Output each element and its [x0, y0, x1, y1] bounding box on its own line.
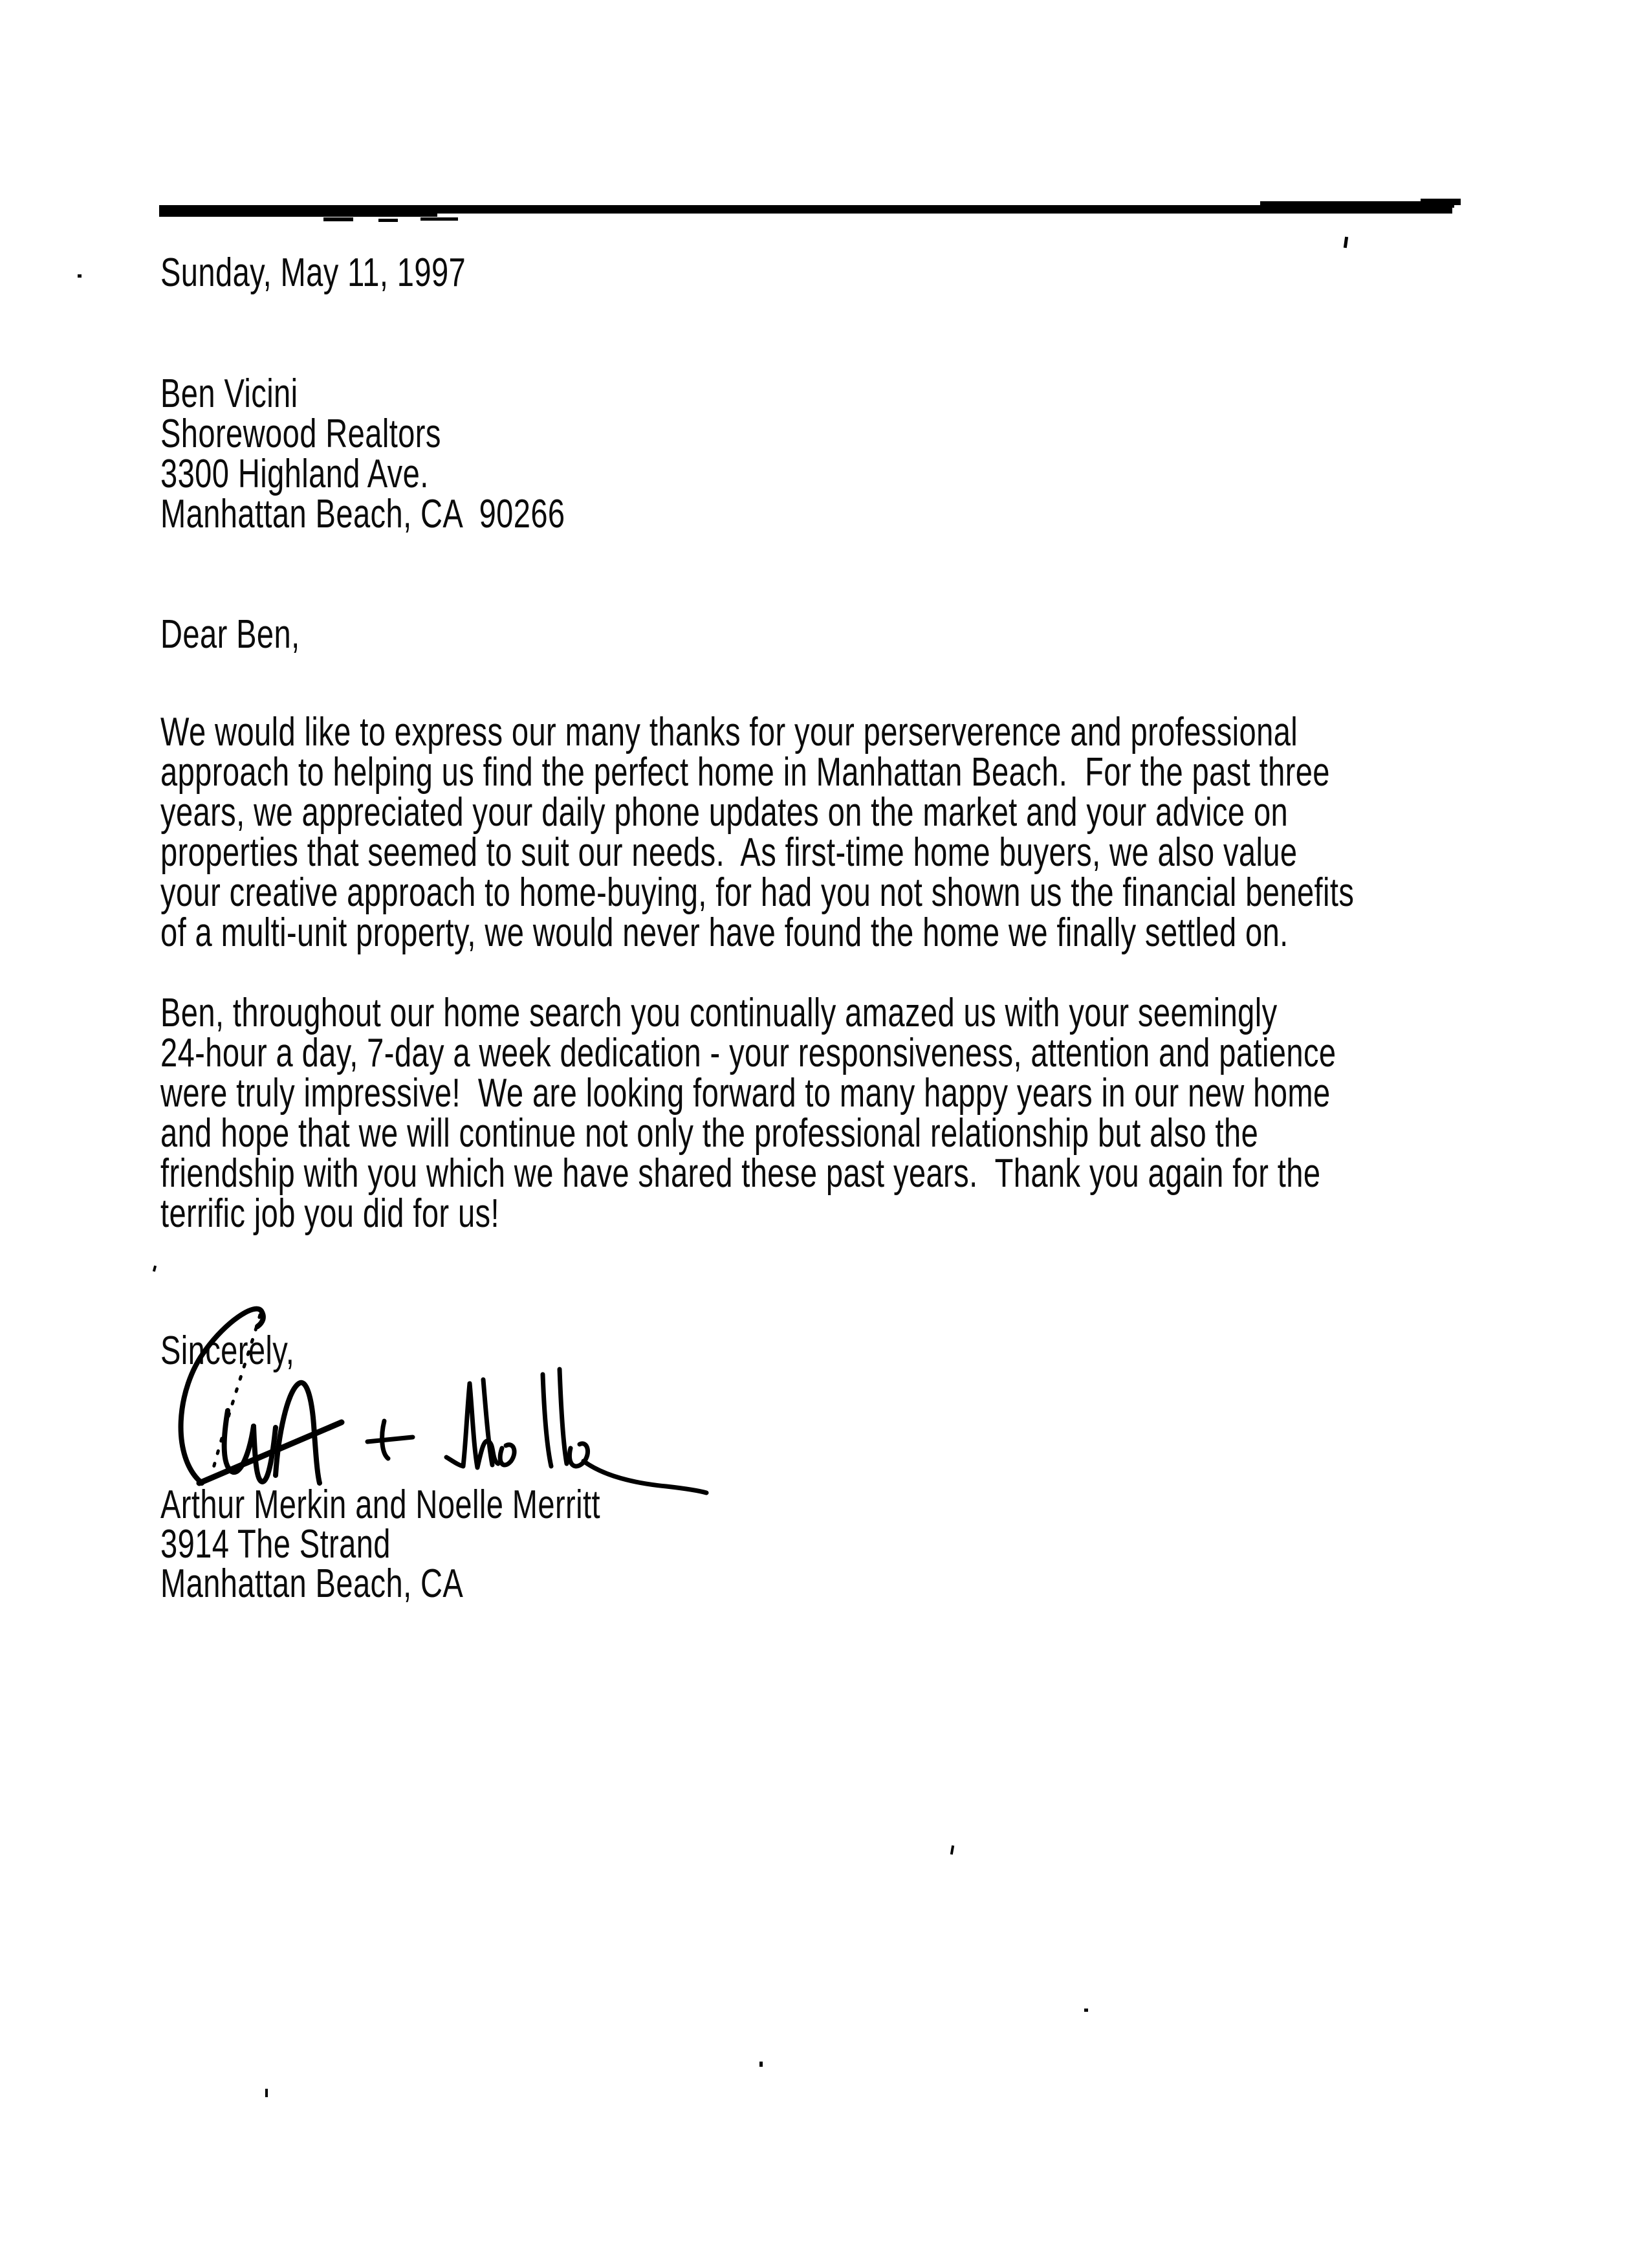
body-line: Ben, throughout our home search you continually amazed us with your seemingly [160, 991, 1278, 1035]
body-line: your creative approach to home-buying, for had you not shown us the financial benefits [160, 870, 1355, 915]
date-text: Sunday, May 11, 1997 [160, 250, 466, 295]
scan-speck [78, 274, 82, 278]
sender-city: Manhattan Beach, CA [160, 1561, 464, 1606]
paragraph-2 [160, 993, 1336, 1234]
scan-speck [759, 2062, 763, 2067]
scan-speck [265, 2089, 268, 2097]
recipient-city: Manhattan Beach, CA 90266 [160, 492, 565, 536]
body-line: were truly impressive! We are looking forward to many happy years in our new home [160, 1071, 1331, 1116]
sender-names: Arthur Merkin and Noelle Merritt [160, 1482, 600, 1527]
body-line: approach to helping us find the perfect home in Manhattan Beach. For the past three [160, 750, 1330, 795]
recipient-block [160, 371, 565, 536]
salutation-text: Dear Ben, [160, 612, 300, 657]
body-line: years, we appreciated your daily phone updates on the market and your advice on [160, 790, 1289, 835]
scan-artifact-bar-underside [159, 212, 437, 217]
scan-artifact-bar-tip [1421, 199, 1461, 205]
body-line: and hope that we will continue not only the professional relationship but also the [160, 1111, 1259, 1156]
body-line: 24-hour a day, 7-day a week dedication - your responsiveness, attention and patience [160, 1031, 1336, 1075]
scan-speck [420, 217, 458, 221]
body-line: properties that seemed to suit our needs. As first-time home buyers, we also value [160, 830, 1298, 875]
salutation [160, 612, 300, 657]
sender-street: 3914 The Strand [160, 1522, 391, 1567]
paragraph-1 [160, 712, 1354, 953]
date-line [160, 250, 466, 295]
body-line: friendship with you which we have shared these past years. Thank you again for the [160, 1151, 1321, 1196]
scan-speck [153, 1266, 157, 1272]
body-line: terrific job you did for us! [160, 1191, 499, 1236]
body-line: We would like to express our many thanks for your perserverence and professional [160, 710, 1298, 754]
scan-speck [378, 219, 398, 222]
recipient-street: 3300 Highland Ave. [160, 452, 429, 496]
recipient-company: Shorewood Realtors [160, 412, 441, 456]
handwritten-signature [149, 1294, 744, 1508]
scan-speck [1084, 2009, 1088, 2012]
body-line: of a multi-unit property, we would never have found the home we finally settled on. [160, 910, 1289, 955]
scan-speck [1344, 237, 1348, 248]
recipient-name: Ben Vicini [160, 371, 298, 416]
sender-block [160, 1482, 600, 1606]
scan-speck [323, 217, 353, 221]
closing-text: Sincerely, [160, 1328, 295, 1373]
scan-speck [950, 1845, 954, 1855]
